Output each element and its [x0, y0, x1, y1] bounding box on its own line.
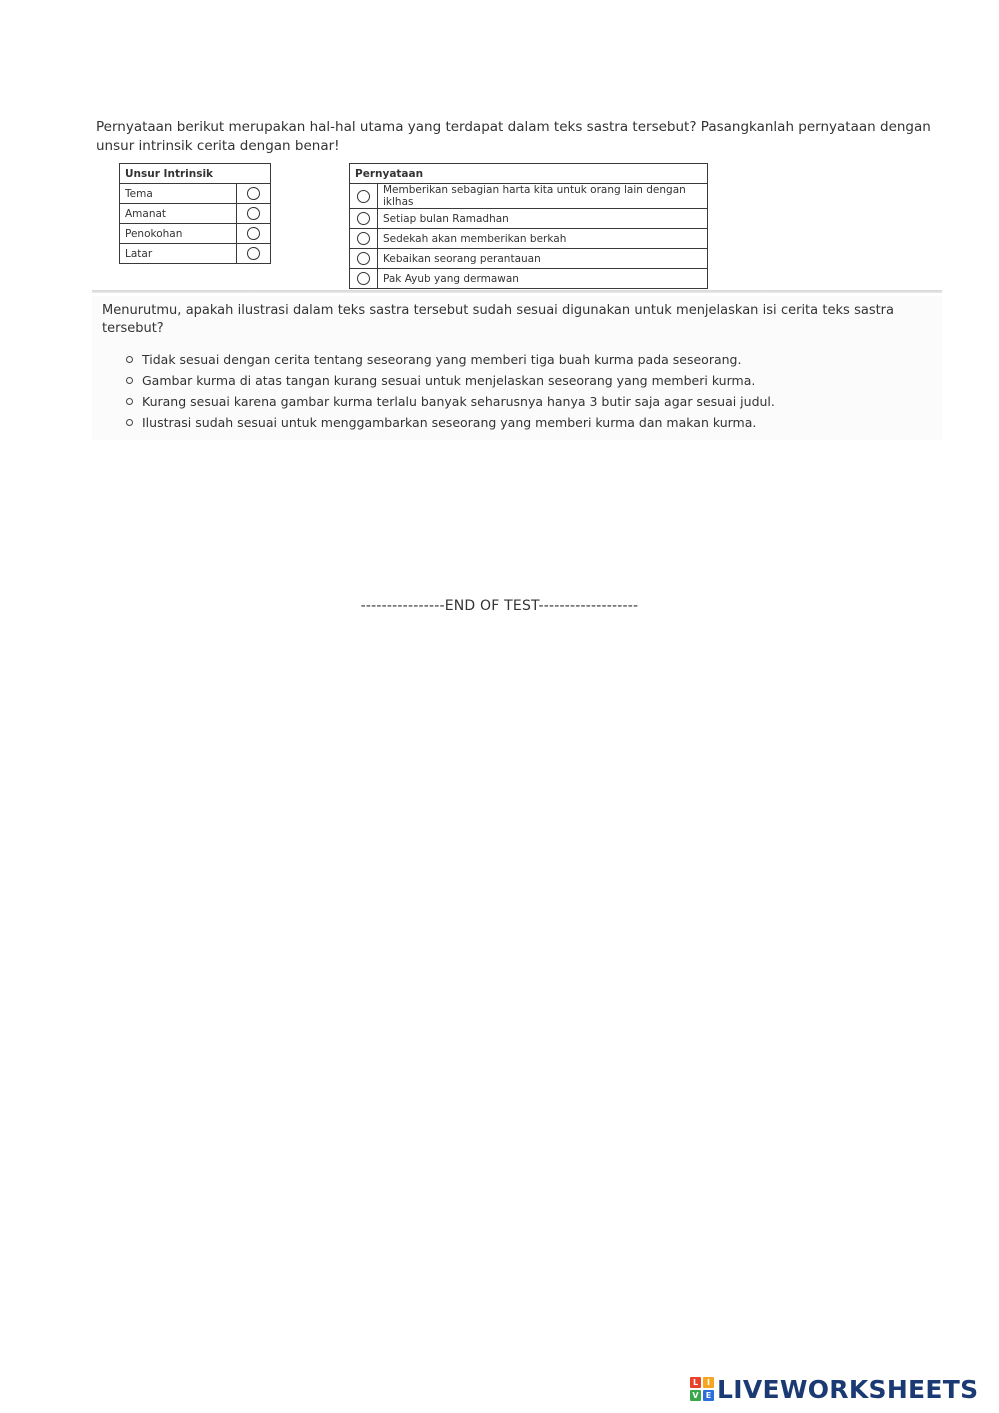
match-circle-pernyataan-4[interactable]: [357, 252, 370, 265]
match-circle-amanat[interactable]: [247, 207, 260, 220]
unsur-item: Amanat: [120, 204, 237, 224]
logo-mark-icon: [690, 1377, 714, 1401]
option-item[interactable]: [126, 412, 775, 433]
section-divider: [92, 290, 942, 293]
match-circle-pernyataan-5[interactable]: [357, 272, 370, 285]
unsur-match-cell: [237, 244, 271, 264]
unsur-intrinsik-header: Unsur Intrinsik: [120, 164, 271, 184]
radio-circle-icon[interactable]: [126, 356, 133, 363]
logo-mark-letter: E: [703, 1390, 714, 1401]
pernyataan-match-cell: [350, 184, 378, 209]
unsur-match-cell: [237, 204, 271, 224]
pernyataan-table: [349, 163, 708, 289]
match-circle-pernyataan-1[interactable]: [357, 190, 370, 203]
unsur-item: Tema: [120, 184, 237, 204]
pernyataan-header: Pernyataan: [350, 164, 708, 184]
logo-mark-letter: V: [690, 1390, 701, 1401]
question-1-text: Pernyataan berikut merupakan hal-hal utama yang terdapat dalam teks sastra tersebut? Pasangkanlah pernyataan dengan unsur intrinsik cerita dengan benar!: [96, 119, 931, 154]
unsur-item: Penokohan: [120, 224, 237, 244]
option-label: Ilustrasi sudah sesuai untuk menggambarkan seseorang yang memberi kurma dan makan kurma.: [142, 415, 757, 430]
match-circle-latar[interactable]: [247, 247, 260, 260]
end-of-test-text: ----------------END OF TEST-------------------: [360, 598, 639, 614]
option-label: Tidak sesuai dengan cerita tentang seseorang yang memberi tiga buah kurma pada seseorang.: [142, 352, 742, 367]
unsur-intrinsik-table: [119, 163, 271, 264]
option-label: Gambar kurma di atas tangan kurang sesuai untuk menjelaskan seseorang yang memberi kurma.: [142, 373, 756, 388]
question-2-text: Menurutmu, apakah ilustrasi dalam teks sastra tersebut sudah sesuai digunakan untuk menjelaskan isi cerita teks sastra tersebut?: [102, 303, 894, 336]
pernyataan-match-cell: [350, 269, 378, 289]
match-circle-pernyataan-2[interactable]: [357, 212, 370, 225]
logo-text: LIVEWORKSHEETS: [717, 1374, 979, 1404]
radio-circle-icon[interactable]: [126, 419, 133, 426]
pernyataan-match-cell: [350, 229, 378, 249]
logo-mark-letter: I: [703, 1377, 714, 1388]
liveworksheets-logo[interactable]: [690, 1373, 978, 1405]
match-circle-penokohan[interactable]: [247, 227, 260, 240]
option-item[interactable]: [126, 349, 775, 370]
match-circle-pernyataan-3[interactable]: [357, 232, 370, 245]
match-circle-tema[interactable]: [247, 187, 260, 200]
pernyataan-match-cell: [350, 249, 378, 269]
radio-circle-icon[interactable]: [126, 377, 133, 384]
pernyataan-item: Sedekah akan memberikan berkah: [378, 229, 708, 249]
unsur-match-cell: [237, 224, 271, 244]
logo-mark-letter: L: [690, 1377, 701, 1388]
pernyataan-match-cell: [350, 209, 378, 229]
pernyataan-item: Kebaikan seorang perantauan: [378, 249, 708, 269]
pernyataan-item: Memberikan sebagian harta kita untuk orang lain dengan iklhas: [378, 184, 708, 209]
option-item[interactable]: [126, 370, 775, 391]
option-item[interactable]: [126, 391, 775, 412]
unsur-match-cell: [237, 184, 271, 204]
option-label: Kurang sesuai karena gambar kurma terlalu banyak seharusnya hanya 3 butir saja agar sesuai judul.: [142, 394, 775, 409]
unsur-item: Latar: [120, 244, 237, 264]
pernyataan-item: Pak Ayub yang dermawan: [378, 269, 708, 289]
question-2-options: [126, 349, 775, 433]
pernyataan-item: Setiap bulan Ramadhan: [378, 209, 708, 229]
radio-circle-icon[interactable]: [126, 398, 133, 405]
